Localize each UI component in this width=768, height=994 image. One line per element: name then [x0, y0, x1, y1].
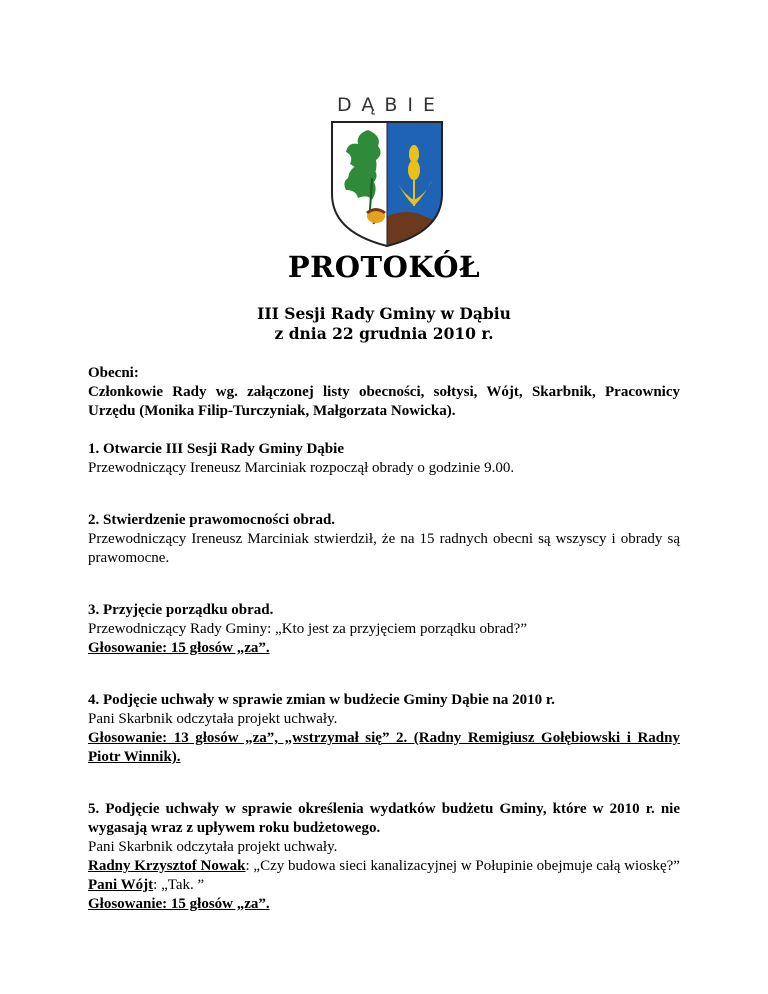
item-5-speaker-1-line — [88, 857, 680, 876]
item-2-text: Przewodniczący Ireneusz Marciniak stwierdził, że na 15 radnych obecni są wszyscy i obrady są prawomocne. — [88, 531, 680, 566]
speaker-1-text: : „Czy budowa sieci kanalizacyjnej w Połupinie obejmuje całą wioskę?” — [245, 858, 680, 874]
item-3-vote: Głosowanie: 15 głosów „za”. — [88, 640, 270, 656]
item-5-heading: 5. Podjęcie uchwały w sprawie określenia wydatków budżetu Gminy, które w 2010 r. nie wygasają wraz z upływem roku budżetowego. — [88, 801, 680, 836]
item-4-heading: 4. Podjęcie uchwały w sprawie zmian w budżecie Gminy Dąbie na 2010 r. — [88, 692, 555, 708]
item-5-text: Pani Skarbnik odczytała projekt uchwały. — [88, 839, 338, 855]
item-2-heading: 2. Stwierdzenie prawomocności obrad. — [88, 512, 336, 528]
protocol-body — [88, 364, 680, 914]
present-label: Obecni: — [88, 365, 139, 381]
crest-icon — [328, 120, 446, 248]
item-1-text: Przewodniczący Ireneusz Marciniak rozpoczął obrady o godzinie 9.00. — [88, 460, 515, 476]
speaker-2-name: Pani Wójt — [88, 877, 154, 893]
speaker-1-name: Radny Krzysztof Nowak — [88, 858, 246, 874]
coat-of-arms-logo — [322, 94, 452, 248]
item-3-heading: 3. Przyjęcie porządku obrad. — [88, 602, 274, 618]
speaker-2-text: : „Tak. ” — [153, 877, 205, 893]
item-1-heading: 1. Otwarcie III Sesji Rady Gminy Dąbie — [88, 441, 344, 457]
item-4-text: Pani Skarbnik odczytała projekt uchwały. — [88, 711, 338, 727]
item-3-text: Przewodniczący Rady Gminy: „Kto jest za przyjęciem porządku obrad?” — [88, 621, 527, 637]
item-4-vote: Głosowanie: 13 głosów „za”, „wstrzymał się” 2. (Radny Remigiusz Gołębiowski i Radny Piotr Winnik). — [88, 730, 680, 765]
subtitle-date: z dnia 22 grudnia 2010 r. — [274, 324, 494, 343]
page-title: PROTOKÓŁ — [287, 250, 481, 284]
present-text: Członkowie Rady wg. załączonej listy obecności, sołtysi, Wójt, Skarbnik, Pracownicy Urzędu (Monika Filip-Turczyniak, Małgorzata Nowicka). — [88, 384, 680, 419]
logo-text: DĄBIE — [337, 94, 445, 116]
item-5-vote: Głosowanie: 15 głosów „za”. — [88, 896, 270, 912]
item-5-speaker-2-line — [88, 876, 680, 895]
subtitle-session: III Sesji Rady Gminy w Dąbiu — [257, 304, 511, 323]
